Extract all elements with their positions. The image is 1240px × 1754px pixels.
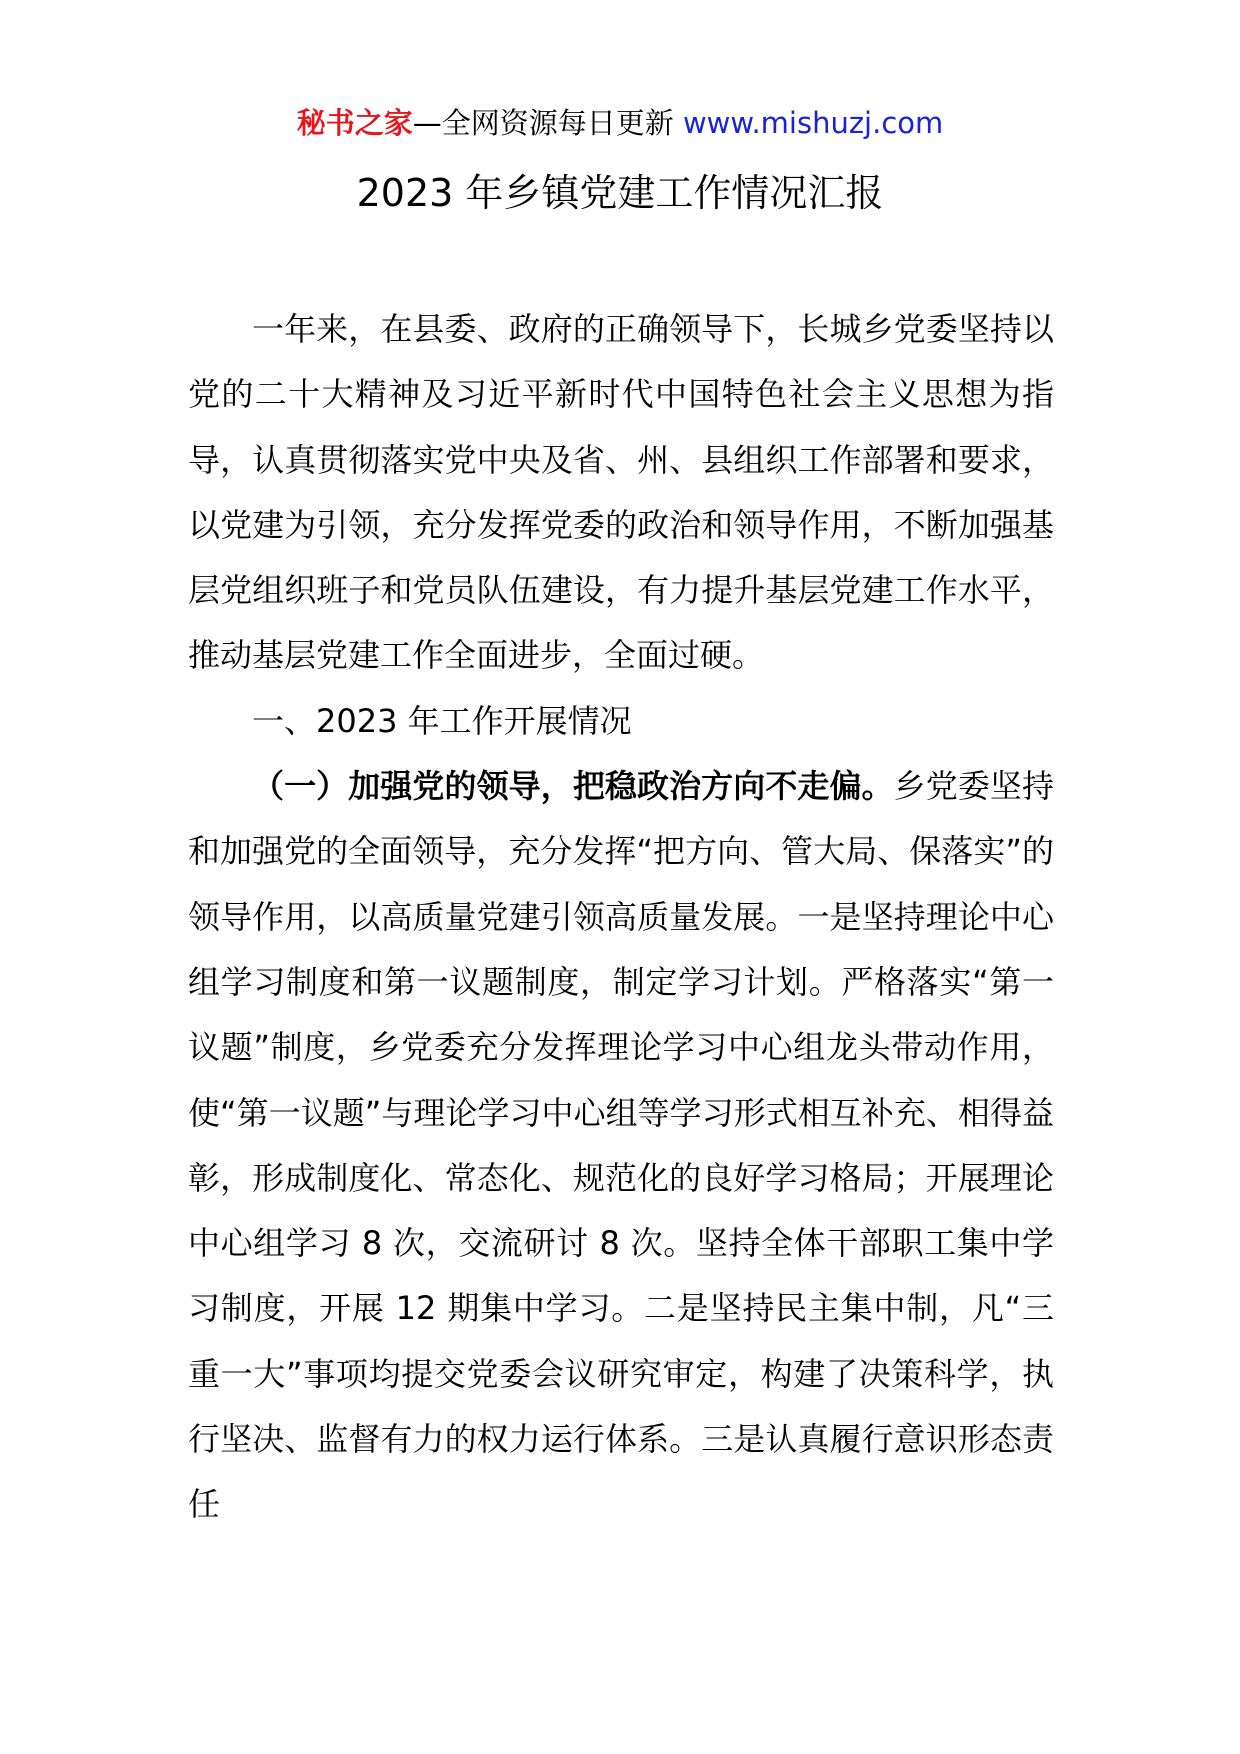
section-heading: 一、2023 年工作开展情况	[252, 701, 632, 740]
intro-paragraph: 一年来，在县委、政府的正确领导下，长城乡党委坚持以党的二十大精神及习近平新时代中国特色社会主义思想为指导，认真贯彻落实党中央及省、州、县组织工作部署和要求，以党建为引领，充分发挥党委的政治和领导作用，不断加强基层党组织班子和党员队伍建设，有力提升基层党建工作水平，推动基层党建工作全面进步，全面过硬。	[188, 310, 1054, 675]
brand-name: 秘书之家	[296, 106, 413, 140]
document-title: 2023 年乡镇党建工作情况汇报	[356, 171, 884, 215]
document-body	[188, 297, 1054, 1538]
subsection-body: 乡党委坚持和加强党的全面领导，充分发挥“把方向、管大局、保落实”的领导作用，以高质量党建引领高质量发展。一是坚持理论中心组学习制度和第一议题制度，制定学习计划。严格落实“第一议题”制度，乡党委充分发挥理论学习中心组龙头带动作用，使“第一议题”与理论学习中心组等学习形式相互补充、相得益彰，形成制度化、常态化、规范化的良好学习格局；开展理论中心组学习 8 次，交流研讨 8 次。坚持全体干部职工集中学习制度，开展 12 期集中学习。二是坚持民主集中制，凡“三重一大”事项均提交党委会议研究审定，构建了决策科学，执行坚决、监督有力的权力运行体系。三是认真履行意识形态责任	[188, 767, 1054, 1524]
subsection-heading: （一）加强党的领导，把稳政治方向不走偏。	[252, 767, 894, 806]
page-header	[0, 102, 1240, 144]
header-slogan: —全网资源每日更新	[412, 106, 674, 140]
header-url-link[interactable]: www.mishuzj.com	[682, 106, 944, 140]
subsection-paragraph	[188, 754, 1054, 1538]
